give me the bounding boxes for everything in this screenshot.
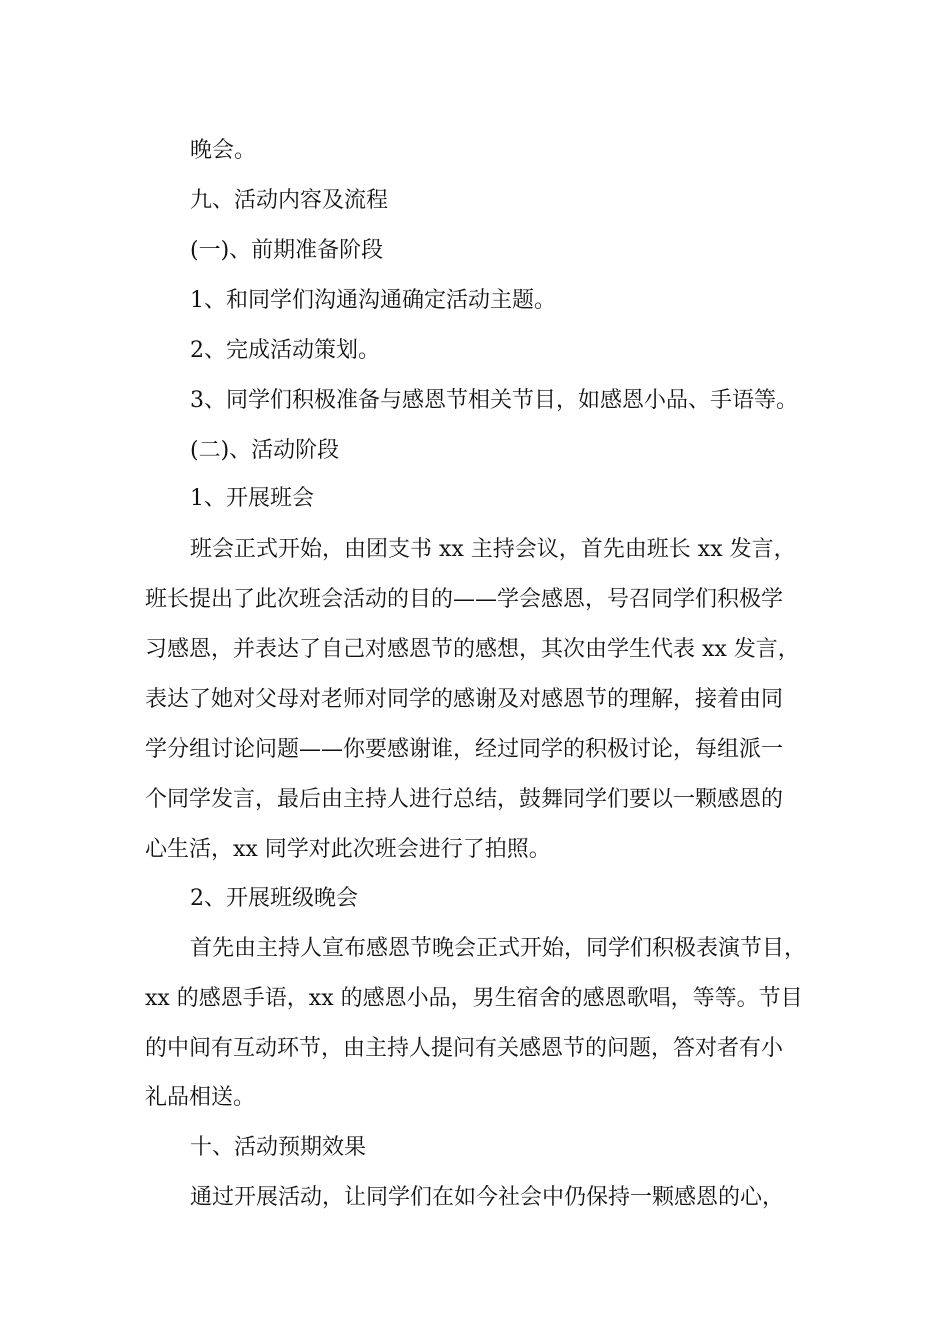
paragraph-line: 心生活，xx 同学对此次班会进行了拍照。 [145, 837, 551, 862]
paragraph-line: xx 的感恩手语，xx 的感恩小品，男生宿舍的感恩歌唱，等等。节目 [145, 986, 803, 1011]
paragraph-line: 表达了她对父母对老师对同学的感谢及对感恩节的理解，接着由同 [145, 687, 784, 712]
paragraph-line: 首先由主持人宣布感恩节晚会正式开始，同学们积极表演节目， [190, 936, 807, 961]
section-heading: 十、活动预期效果 [190, 1135, 367, 1160]
paragraph-line: 通过开展活动，让同学们在如今社会中仍保持一颗感恩的心， [190, 1185, 785, 1210]
list-item: 1、开展班会 [190, 486, 314, 511]
paragraph-line: 习感恩，并表达了自己对感恩节的感想，其次由学生代表 xx 发言， [145, 637, 800, 662]
list-item: 2、完成活动策划。 [190, 338, 380, 363]
text-line: 晚会。 [190, 138, 257, 163]
paragraph-line: 班会正式开始，由团支书 xx 主持会议，首先由班长 xx 发言， [190, 537, 796, 562]
paragraph-line: 的中间有互动环节，由主持人提问有关感恩节的问题，答对者有小 [145, 1036, 784, 1061]
subsection-heading: (一)、前期准备阶段 [190, 238, 384, 263]
paragraph-line: 学分组讨论问题——你要感谢谁，经过同学的积极讨论，每组派一 [145, 737, 784, 762]
paragraph-line: 个同学发言，最后由主持人进行总结，鼓舞同学们要以一颗感恩的 [145, 787, 784, 812]
list-item: 3、同学们积极准备与感恩节相关节目，如感恩小品、手语等。 [190, 388, 798, 413]
paragraph-line: 礼品相送。 [145, 1085, 256, 1110]
subsection-heading: (二)、活动阶段 [190, 438, 340, 463]
paragraph-line: 班长提出了此次班会活动的目的——学会感恩，号召同学们积极学 [145, 587, 784, 612]
list-item: 2、开展班级晚会 [190, 886, 358, 911]
section-heading: 九、活动内容及流程 [190, 188, 389, 213]
list-item: 1、和同学们沟通沟通确定活动主题。 [190, 288, 556, 313]
